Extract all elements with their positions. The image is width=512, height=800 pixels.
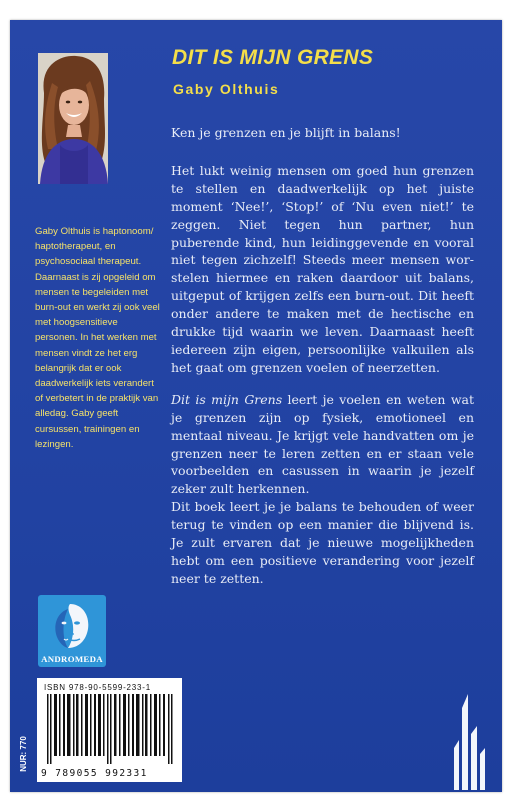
publisher-logo: [38, 595, 106, 667]
city-skyline-icon: [450, 690, 490, 790]
isbn-text: ISBN 978-90-5599-233-1: [44, 683, 151, 692]
book-title: DIT IS MIJN GRENS: [172, 46, 374, 69]
book-back-cover: [10, 20, 502, 792]
tagline: Ken je grenzen en je blijft in balans!: [171, 125, 401, 140]
ean-digits: 9 789055 992331: [41, 768, 148, 779]
blurb-paragraph-2: [171, 391, 474, 498]
author-name: Gaby Olthuis: [173, 81, 280, 97]
blurb-paragraph-3: Dit boek leert je je balans te behouden of weer terug te vinden op een manier die blijvend is. Je zult ervaren dat je nieuwe mogelijkheden hebt om een positieve verandering voor jezelf neer te zetten.: [171, 499, 474, 586]
publisher-name: ANDROMEDA: [41, 654, 103, 664]
blurb: [171, 124, 474, 588]
author-photo: [38, 53, 108, 184]
blurb-paragraph-2-text: leert je voelen en weten wat je grenzen zijn op fysiek, emotioneel en mentaal niveau. Je krijgt vele handvatten om je grenzen neer te leren zetten en er staan vele voorbeelden en casussen in waarin je jezelf zeker zult herkennen.: [171, 391, 474, 497]
nur-code: NUR: 770: [18, 736, 28, 772]
book-title-inline: Dit is mijn Grens: [171, 391, 283, 407]
barcode: [37, 678, 182, 782]
andromeda-face-logo: [50, 601, 94, 651]
author-bio: Gaby Olthuis is haptonoom/ haptotherapeut, en psychosociaal therapeut. Daarnaast is zij opgeleid om mensen te begeleiden met burn-out en werkt zij ook veel met hoogsensitieve personen. In het werken met mensen vindt ze het erg belangrijk dat er ook daadwerkelijk iets verandert of verbetert in de praktijk van alledag. Gaby geeft cursussen, trainingen en lezingen.: [35, 226, 160, 450]
blurb-paragraph-1: Het lukt weinig mensen om goed hun grenzen te stellen en daadwerkelijk op het juiste moment ‘Nee!’, ‘Stop!’ of ‘Nu even niet!’ te zeggen. Niet tegen hun partner, hun puberende kind, hun leidinggevende en vooral niet tegen zichzelf! Steeds meer mensen worstelen hiermee en raken daardoor uit balans, uitgeput of krijgen zelfs een burn-out. Dit heeft onder andere te maken met de hectische en drukke tijd waarin we leven. Daarnaast heeft iedereen zijn eigen, persoonlijke valkuilen als het gaat om grenzen voelen of neerzetten.: [171, 162, 474, 375]
barcode-bars: [45, 694, 175, 764]
